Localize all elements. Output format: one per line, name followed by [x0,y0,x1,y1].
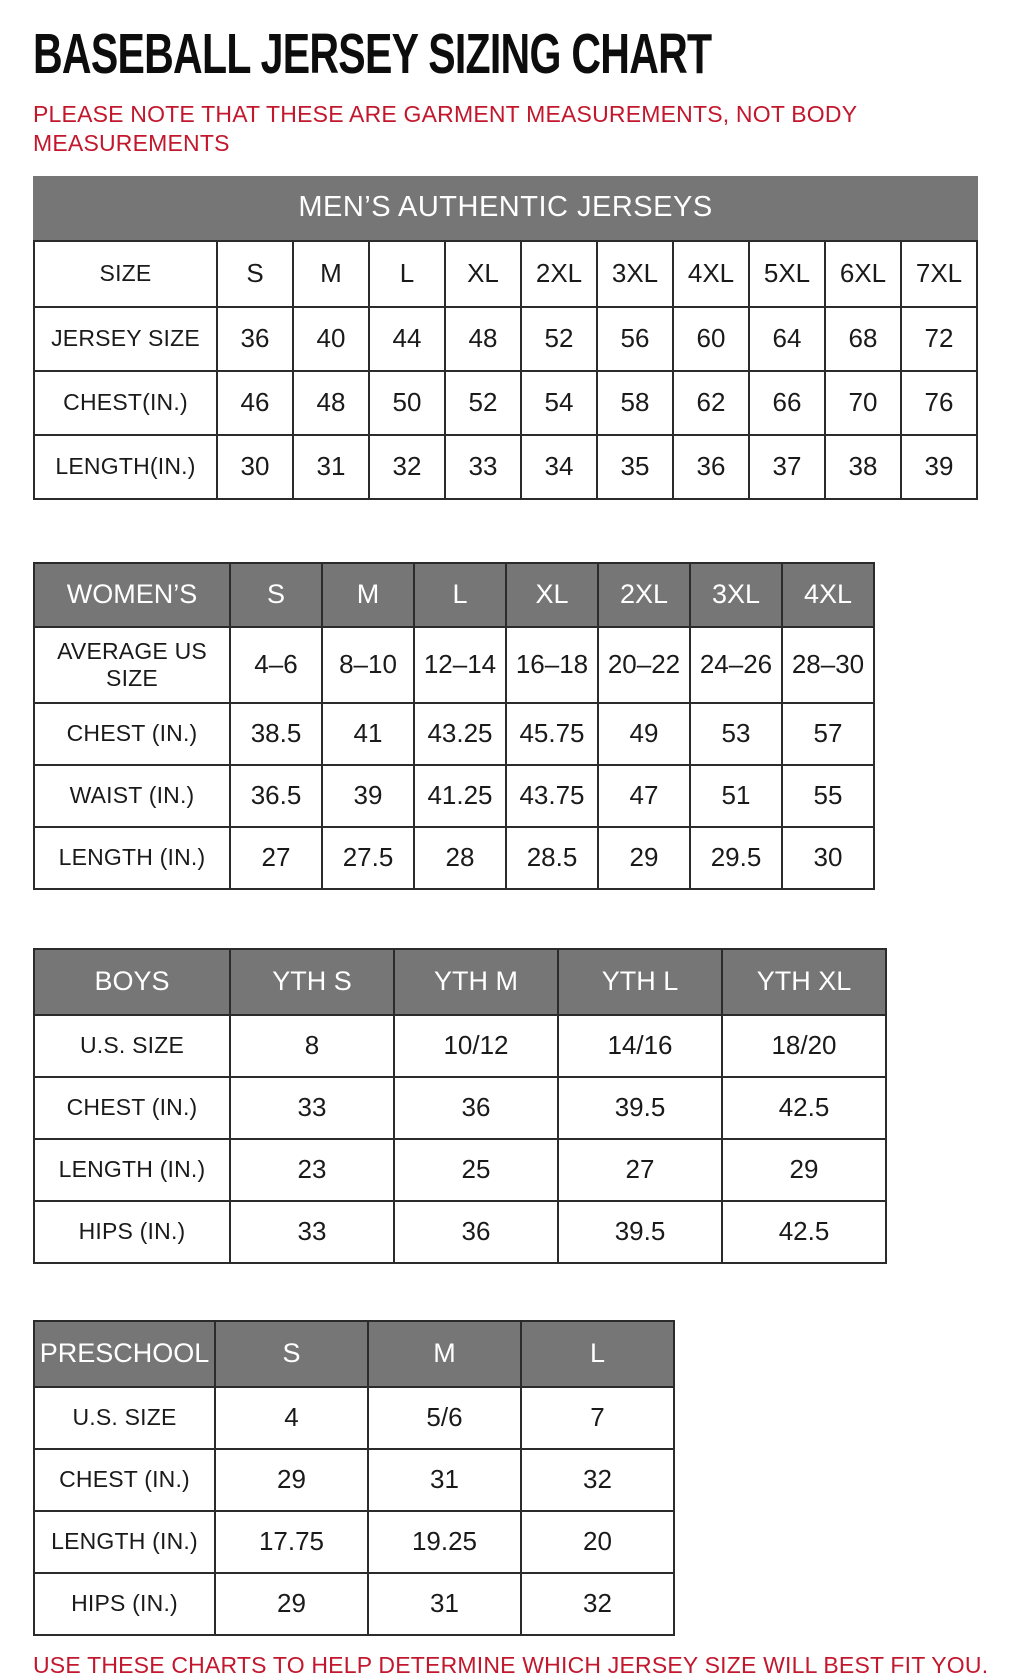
value-cell: 44 [369,307,445,371]
row-label: CHEST (IN.) [34,703,230,765]
value-cell: 32 [521,1449,674,1511]
value-cell: 28–30 [782,627,874,703]
row-label: CHEST (IN.) [34,1077,230,1139]
column-header: S [230,563,322,627]
value-cell: 31 [368,1449,521,1511]
table-row [34,1573,674,1635]
value-cell: 57 [782,703,874,765]
size-cell: L [369,241,445,307]
row-label: LENGTH(IN.) [34,435,217,499]
table-header-row [34,563,874,627]
column-header: YTH L [558,949,722,1015]
value-cell: 18/20 [722,1015,886,1077]
row-label: CHEST (IN.) [34,1449,215,1511]
value-cell: 25 [394,1139,558,1201]
value-cell: 36 [217,307,293,371]
size-cell: M [293,241,369,307]
value-cell: 28 [414,827,506,889]
value-cell: 36 [394,1077,558,1139]
value-cell: 29 [215,1573,368,1635]
value-cell: 48 [445,307,521,371]
value-cell: 46 [217,371,293,435]
value-cell: 32 [369,435,445,499]
garment-measurements-note: PLEASE NOTE THAT THESE ARE GARMENT MEASUREMENTS, NOT BODY MEASUREMENTS [33,101,857,156]
value-cell: 49 [598,703,690,765]
value-cell: 31 [293,435,369,499]
size-cell: S [217,241,293,307]
value-cell: 64 [749,307,825,371]
table-row [34,627,874,703]
value-cell: 40 [293,307,369,371]
value-cell: 29 [598,827,690,889]
value-cell: 41.25 [414,765,506,827]
table-row [34,703,874,765]
table-row [34,1449,674,1511]
value-cell: 66 [749,371,825,435]
value-cell: 32 [521,1573,674,1635]
value-cell: 30 [217,435,293,499]
table-row [34,1387,674,1449]
value-cell: 48 [293,371,369,435]
mens-sizing-table [33,240,978,500]
value-cell: 33 [230,1201,394,1263]
size-cell: 2XL [521,241,597,307]
value-cell: 14/16 [558,1015,722,1077]
table-header-row [34,1321,674,1387]
value-cell: 62 [673,371,749,435]
value-cell: 27.5 [322,827,414,889]
row-label: JERSEY SIZE [34,307,217,371]
value-cell: 56 [597,307,673,371]
table-row [34,1201,886,1263]
column-header: YTH M [394,949,558,1015]
table-row [34,827,874,889]
table-row [34,765,874,827]
value-cell: 17.75 [215,1511,368,1573]
value-cell: 42.5 [722,1077,886,1139]
table-title-cell: BOYS [34,949,230,1015]
column-header: 4XL [782,563,874,627]
value-cell: 41 [322,703,414,765]
value-cell: 39 [322,765,414,827]
value-cell: 39.5 [558,1077,722,1139]
fit-advice-note: USE THESE CHARTS TO HELP DETERMINE WHICH JERSEY SIZE WILL BEST FIT YOU. [33,1651,989,1678]
table-row [34,307,977,371]
value-cell: 12–14 [414,627,506,703]
value-cell: 7 [521,1387,674,1449]
size-cell: 3XL [597,241,673,307]
table-row [34,1511,674,1573]
value-cell: 45.75 [506,703,598,765]
value-cell: 5/6 [368,1387,521,1449]
size-cell: XL [445,241,521,307]
value-cell: 55 [782,765,874,827]
page-title: BASEBALL JERSEY SIZING CHART [33,22,712,86]
column-header: 2XL [598,563,690,627]
value-cell: 27 [230,827,322,889]
preschool-sizing-table [33,1320,675,1636]
value-cell: 29 [215,1449,368,1511]
table-row [34,1139,886,1201]
value-cell: 52 [521,307,597,371]
table-title-cell: WOMEN’S [34,563,230,627]
value-cell: 30 [782,827,874,889]
value-cell: 53 [690,703,782,765]
row-label: HIPS (IN.) [34,1201,230,1263]
boys-sizing-table [33,948,887,1264]
value-cell: 27 [558,1139,722,1201]
value-cell: 35 [597,435,673,499]
value-cell: 42.5 [722,1201,886,1263]
value-cell: 47 [598,765,690,827]
column-header: S [215,1321,368,1387]
size-cell: 4XL [673,241,749,307]
womens-sizing-table [33,562,875,890]
value-cell: 34 [521,435,597,499]
value-cell: 37 [749,435,825,499]
table-row [34,1015,886,1077]
row-label: SIZE [34,241,217,307]
column-header: YTH XL [722,949,886,1015]
value-cell: 58 [597,371,673,435]
column-header: L [414,563,506,627]
row-label: U.S. SIZE [34,1015,230,1077]
column-header: XL [506,563,598,627]
value-cell: 10/12 [394,1015,558,1077]
row-label: U.S. SIZE [34,1387,215,1449]
table-row [34,241,977,307]
value-cell: 70 [825,371,901,435]
value-cell: 72 [901,307,977,371]
value-cell: 8 [230,1015,394,1077]
value-cell: 68 [825,307,901,371]
table-row [34,435,977,499]
value-cell: 43.75 [506,765,598,827]
size-cell: 6XL [825,241,901,307]
value-cell: 16–18 [506,627,598,703]
value-cell: 29.5 [690,827,782,889]
mens-table-banner: MEN’S AUTHENTIC JERSEYS [33,176,978,240]
size-cell: 7XL [901,241,977,307]
row-label: HIPS (IN.) [34,1573,215,1635]
value-cell: 23 [230,1139,394,1201]
value-cell: 28.5 [506,827,598,889]
value-cell: 54 [521,371,597,435]
value-cell: 4 [215,1387,368,1449]
value-cell: 50 [369,371,445,435]
value-cell: 36 [673,435,749,499]
value-cell: 76 [901,371,977,435]
value-cell: 51 [690,765,782,827]
value-cell: 4–6 [230,627,322,703]
row-label: LENGTH (IN.) [34,827,230,889]
size-cell: 5XL [749,241,825,307]
value-cell: 20 [521,1511,674,1573]
table-header-row [34,949,886,1015]
row-label: CHEST(IN.) [34,371,217,435]
value-cell: 39.5 [558,1201,722,1263]
value-cell: 29 [722,1139,886,1201]
value-cell: 31 [368,1573,521,1635]
value-cell: 24–26 [690,627,782,703]
column-header: YTH S [230,949,394,1015]
value-cell: 36.5 [230,765,322,827]
column-header: L [521,1321,674,1387]
value-cell: 33 [445,435,521,499]
table-row [34,1077,886,1139]
row-label: LENGTH (IN.) [34,1139,230,1201]
row-label: AVERAGE US SIZE [34,627,230,703]
row-label: WAIST (IN.) [34,765,230,827]
value-cell: 19.25 [368,1511,521,1573]
row-label: LENGTH (IN.) [34,1511,215,1573]
value-cell: 20–22 [598,627,690,703]
value-cell: 8–10 [322,627,414,703]
table-title-cell: PRESCHOOL [34,1321,215,1387]
value-cell: 43.25 [414,703,506,765]
value-cell: 52 [445,371,521,435]
value-cell: 36 [394,1201,558,1263]
value-cell: 38.5 [230,703,322,765]
value-cell: 33 [230,1077,394,1139]
column-header: M [368,1321,521,1387]
value-cell: 38 [825,435,901,499]
table-row [34,371,977,435]
value-cell: 60 [673,307,749,371]
column-header: 3XL [690,563,782,627]
column-header: M [322,563,414,627]
value-cell: 39 [901,435,977,499]
